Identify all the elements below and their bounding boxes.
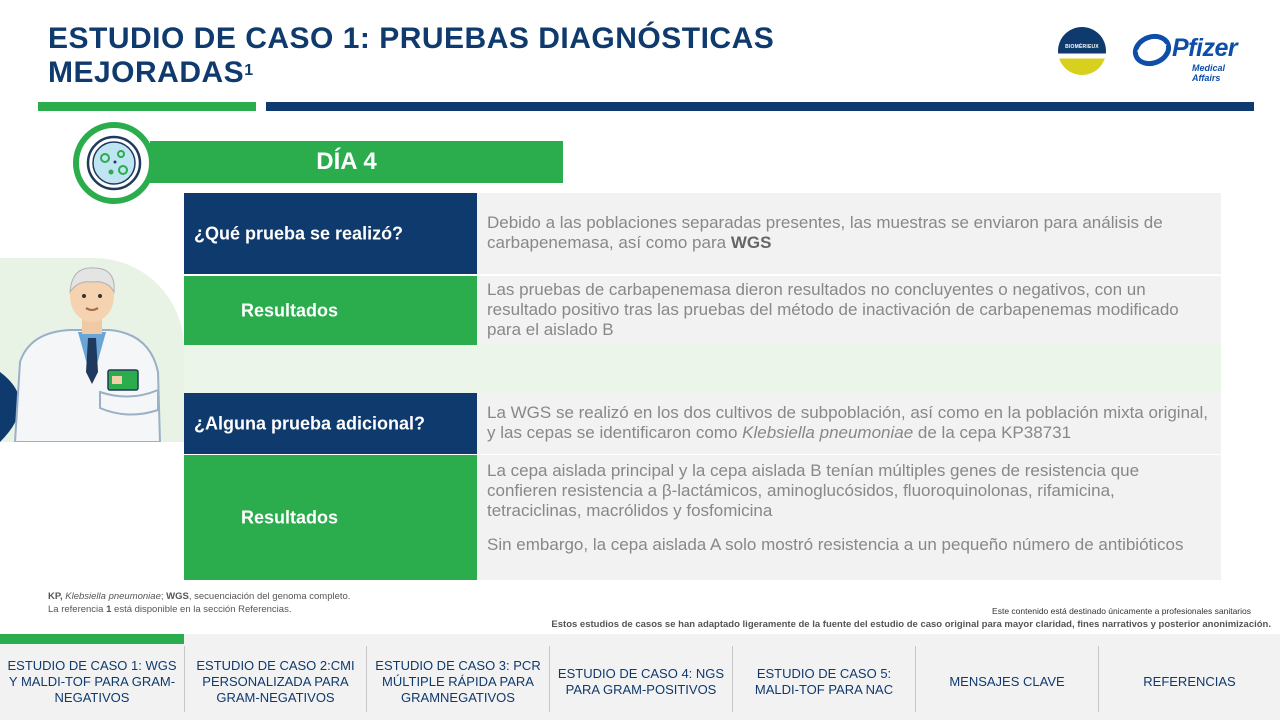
ref-num: 1 (106, 604, 112, 615)
page-title-text: ESTUDIO DE CASO 1: PRUEBAS DIAGNÓSTICAS MEJORADAS (48, 22, 775, 89)
row-test-performed (184, 193, 1221, 274)
nav-case-study-5[interactable] (733, 644, 915, 720)
row-text: La WGS se realizó en los dos cultivos de subpoblación, así como en la población mixta original, y las cepas se identificaron como (487, 403, 1208, 442)
ref-pre: La referencia (48, 604, 107, 615)
row-label-text: ¿Alguna prueba adicional? (194, 413, 426, 433)
row-text: Debido a las poblaciones separadas presentes, las muestras se enviaron para análisis de carbapenemasa, así como para (487, 213, 1163, 252)
petri-dish-badge (73, 122, 155, 204)
pfizer-swirl-icon (1132, 30, 1172, 70)
nav-label: ESTUDIO DE CASO 5: MALDI-TOF PARA NAC (754, 666, 894, 697)
row-content (477, 276, 1221, 345)
wgs-abbr: WGS (166, 591, 189, 602)
row-results-2 (184, 455, 1221, 580)
wgs-full: , secuenciación del genoma completo. (188, 591, 351, 602)
row-text: La cepa aislada principal y la cepa aislada B tenían múltiples genes de resistencia que confieren resistencia a β-lactámicos, aminoglucósidos, fluoroquinolonas, rifamicina, tetraciclinas, macrólidos y fosfomicina (487, 461, 1140, 520)
row-label (184, 393, 477, 454)
nav-label: ESTUDIO DE CASO 1: WGS Y MALDI-TOF PARA GRAM-NEGATIVOS (7, 658, 177, 705)
row-label (184, 193, 477, 274)
nav-label: REFERENCIAS (1143, 674, 1236, 689)
adaptation-disclaimer: Estos estudios de casos se han adaptado ligeramente de la fuente del estudio de caso original para mayor claridad, fines narrativos y posterior anonimización. (551, 619, 1271, 630)
nav-case-study-1[interactable] (0, 644, 184, 720)
nav-case-study-4[interactable] (550, 644, 732, 720)
day-label: DÍA 4 (316, 148, 377, 175)
nav-key-messages[interactable] (916, 644, 1098, 720)
row-text-italic: Klebsiella pneumoniae (742, 423, 914, 442)
footnotes (48, 590, 350, 616)
nav-case-study-2[interactable] (185, 644, 366, 720)
page-title (48, 22, 868, 90)
row-label (184, 455, 477, 580)
pfizer-logo (1132, 28, 1254, 83)
hcp-disclaimer: Este contenido está destinado únicamente a profesionales sanitarios (992, 606, 1251, 616)
row-text: Las pruebas de carbapenemasa dieron resultados no concluyentes o negativos, con un resultado positivo tras las pruebas del método de inactivación de carbapenemas modificado para el aislado B (487, 280, 1179, 339)
nav-label: MENSAJES CLAVE (949, 674, 1065, 689)
row-content (477, 455, 1221, 580)
row-label-text: Resultados (241, 300, 339, 320)
header-blue-bar (266, 102, 1254, 111)
nav-case-study-3[interactable] (367, 644, 549, 720)
active-nav-indicator (0, 634, 184, 644)
row-label (184, 276, 477, 345)
nav-references[interactable] (1099, 644, 1280, 720)
footnote-reference (48, 603, 350, 616)
row-text-bold: WGS (730, 233, 772, 252)
biomerieux-logo (1058, 27, 1106, 75)
biomerieux-logo-text: BIOMÉRIEUX (1065, 44, 1099, 50)
header-green-bar (38, 102, 256, 111)
day-banner (150, 141, 563, 183)
title-reference: 1 (244, 62, 254, 79)
row-label-text: Resultados (241, 507, 339, 527)
row-results-1 (184, 276, 1221, 345)
nav-label: ESTUDIO DE CASO 3: PCR MÚLTIPLE RÁPIDA PARA GRAMNEGATIVOS (375, 658, 541, 705)
ref-post: está disponible en la sección Referencias. (111, 604, 292, 615)
row-additional-test (184, 393, 1221, 454)
petri-dish-icon (79, 128, 149, 198)
footnote-abbreviations: KP, Klebsiella pneumoniae; WGS, secuenciación del genoma completo. (48, 591, 351, 602)
row-content (477, 193, 1221, 274)
row-label-text: ¿Qué prueba se realizó? (194, 223, 404, 243)
nav-label: ESTUDIO DE CASO 2:CMI PERSONALIZADA PARA GRAM-NEGATIVOS (196, 658, 355, 705)
nav-label: ESTUDIO DE CASO 4: NGS PARA GRAM-POSITIVOS (557, 666, 725, 697)
pfizer-subtitle: Medical Affairs (1192, 63, 1226, 83)
row-content (477, 393, 1221, 454)
row-spacer (184, 345, 1221, 393)
row-text-post: de la cepa KP38731 (913, 423, 1072, 442)
row-text-2: Sin embargo, la cepa aislada A solo mostró resistencia a un pequeño número de antibióticos (487, 535, 1184, 554)
kp-full: Klebsiella pneumoniae (65, 591, 161, 602)
pfizer-wordmark: Pfizer (1172, 34, 1238, 62)
kp-abbr: KP, (48, 591, 63, 602)
doctor-illustration-icon (0, 252, 184, 442)
